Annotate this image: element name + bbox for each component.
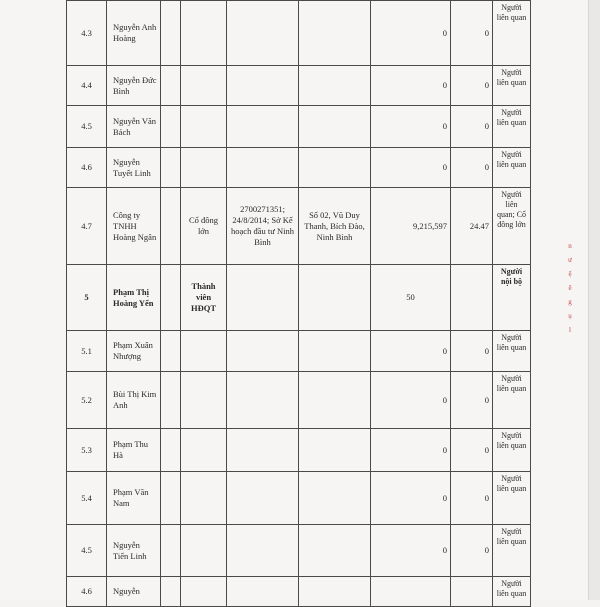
- address-cell: Số 02, Vũ Duy Thanh, Bích Đào, Ninh Bình: [299, 188, 371, 265]
- address-cell: [299, 372, 371, 429]
- margin-mark: ẽ: [568, 284, 572, 292]
- relationship-note: Người liên quan: [493, 106, 531, 148]
- position-cell: [181, 106, 227, 148]
- margin-mark: ệ: [568, 270, 572, 278]
- shares-count: 0: [371, 331, 451, 372]
- table-row: [67, 331, 531, 372]
- row-number: 4.6: [67, 577, 107, 607]
- empty-cell: [161, 106, 181, 148]
- address-cell: [299, 1, 371, 66]
- position-cell: [181, 148, 227, 188]
- relationship-note: Người liên quan: [493, 331, 531, 372]
- shares-count: 0: [371, 1, 451, 66]
- table-row: [67, 577, 531, 607]
- address-cell: [299, 265, 371, 331]
- person-name: Công ty TNHH Hoàng Ngân: [107, 188, 161, 265]
- address-cell: [299, 525, 371, 577]
- position-cell: [181, 331, 227, 372]
- table-row: [67, 372, 531, 429]
- table-row: [67, 265, 531, 331]
- shares-count: 0: [371, 148, 451, 188]
- row-number: 5.1: [67, 331, 107, 372]
- row-number: 5.3: [67, 429, 107, 472]
- person-name: Nguyễn Đức Bình: [107, 66, 161, 106]
- id-document-cell: [227, 1, 299, 66]
- person-name: Nguyễn: [107, 577, 161, 607]
- shares-count: 0: [371, 525, 451, 577]
- shares-count: [371, 577, 451, 607]
- person-name: Nguyễn Văn Bách: [107, 106, 161, 148]
- id-document-cell: [227, 577, 299, 607]
- address-cell: [299, 148, 371, 188]
- empty-cell: [161, 148, 181, 188]
- empty-cell: [161, 429, 181, 472]
- table-row: [67, 429, 531, 472]
- table-row: [67, 188, 531, 265]
- shares-count: 0: [371, 106, 451, 148]
- address-cell: [299, 472, 371, 525]
- row-number: 4.4: [67, 66, 107, 106]
- ownership-percent: 0: [451, 372, 493, 429]
- id-document-cell: 2700271351; 24/8/2014; Sở Kế hoạch đầu tư Ninh Bình: [227, 188, 299, 265]
- id-document-cell: [227, 66, 299, 106]
- position-cell: [181, 66, 227, 106]
- ownership-percent: 0: [451, 106, 493, 148]
- person-name: Phạm Thu Hà: [107, 429, 161, 472]
- ownership-percent: 0: [451, 472, 493, 525]
- relationship-note: Người liên quan: [493, 372, 531, 429]
- table-row: [67, 66, 531, 106]
- person-name: Nguyễn Tiến Linh: [107, 525, 161, 577]
- shares-count: 50: [371, 265, 451, 331]
- position-cell: [181, 429, 227, 472]
- address-cell: [299, 66, 371, 106]
- empty-cell: [161, 525, 181, 577]
- person-name: Nguyễn Tuyết Linh: [107, 148, 161, 188]
- address-cell: [299, 331, 371, 372]
- relationship-note: Người nội bộ: [493, 265, 531, 331]
- page-edge: [588, 0, 600, 600]
- row-number: 5: [67, 265, 107, 331]
- person-name: Bùi Thị Kim Anh: [107, 372, 161, 429]
- shares-count: 9,215,597: [371, 188, 451, 265]
- position-cell: [181, 1, 227, 66]
- ownership-percent: 0: [451, 525, 493, 577]
- person-name: Phạm Xuân Nhượng: [107, 331, 161, 372]
- ownership-percent: 0: [451, 1, 493, 66]
- person-name: Nguyễn Anh Hoàng: [107, 1, 161, 66]
- position-cell: [181, 525, 227, 577]
- ownership-percent: 0: [451, 331, 493, 372]
- row-number: 4.6: [67, 148, 107, 188]
- empty-cell: [161, 1, 181, 66]
- margin-mark: n: [568, 242, 572, 250]
- empty-cell: [161, 472, 181, 525]
- row-number: 4.3: [67, 1, 107, 66]
- empty-cell: [161, 265, 181, 331]
- row-number: 4.7: [67, 188, 107, 265]
- margin-mark: ư: [568, 256, 572, 264]
- address-cell: [299, 577, 371, 607]
- address-cell: [299, 429, 371, 472]
- id-document-cell: [227, 265, 299, 331]
- relationship-note: Người liên quan; Cổ đông lớn: [493, 188, 531, 265]
- id-document-cell: [227, 472, 299, 525]
- id-document-cell: [227, 429, 299, 472]
- margin-mark: l: [569, 326, 571, 334]
- ownership-percent: 0: [451, 66, 493, 106]
- id-document-cell: [227, 331, 299, 372]
- ownership-percent: 0: [451, 429, 493, 472]
- empty-cell: [161, 188, 181, 265]
- ownership-percent: [451, 577, 493, 607]
- id-document-cell: [227, 148, 299, 188]
- id-document-cell: [227, 372, 299, 429]
- empty-cell: [161, 331, 181, 372]
- row-number: 4.5: [67, 525, 107, 577]
- id-document-cell: [227, 106, 299, 148]
- shares-count: 0: [371, 429, 451, 472]
- relationship-note: Người liên quan: [493, 429, 531, 472]
- position-cell: [181, 372, 227, 429]
- shares-count: 0: [371, 472, 451, 525]
- ownership-percent: [451, 265, 493, 331]
- person-name: Phạm Văn Nam: [107, 472, 161, 525]
- empty-cell: [161, 66, 181, 106]
- table-body: [67, 1, 531, 607]
- row-number: 5.2: [67, 372, 107, 429]
- row-number: 5.4: [67, 472, 107, 525]
- position-cell: [181, 577, 227, 607]
- ownership-percent: 24.47: [451, 188, 493, 265]
- position-cell: [181, 472, 227, 525]
- position-cell: Thành viên HĐQT: [181, 265, 227, 331]
- margin-mark: g: [568, 298, 572, 306]
- table-row: [67, 525, 531, 577]
- id-document-cell: [227, 525, 299, 577]
- relationship-note: Người liên quan: [493, 472, 531, 525]
- empty-cell: [161, 577, 181, 607]
- person-name: Phạm Thị Hoàng Yến: [107, 265, 161, 331]
- relationship-note: Người liên quan: [493, 1, 531, 66]
- table-row: [67, 148, 531, 188]
- table-row: [67, 472, 531, 525]
- address-cell: [299, 106, 371, 148]
- ownership-percent: 0: [451, 148, 493, 188]
- table-row: [67, 106, 531, 148]
- relationship-note: Người liên quan: [493, 525, 531, 577]
- position-cell: Cổ đông lớn: [181, 188, 227, 265]
- relationship-note: Người liên quan: [493, 148, 531, 188]
- margin-mark: ụ: [568, 312, 572, 320]
- shares-count: 0: [371, 66, 451, 106]
- relationship-note: Người liên quan: [493, 66, 531, 106]
- empty-cell: [161, 372, 181, 429]
- table-row: [67, 1, 531, 66]
- relationship-note: Người liên quan: [493, 577, 531, 607]
- row-number: 4.5: [67, 106, 107, 148]
- related-persons-table: [66, 0, 531, 607]
- shares-count: 0: [371, 372, 451, 429]
